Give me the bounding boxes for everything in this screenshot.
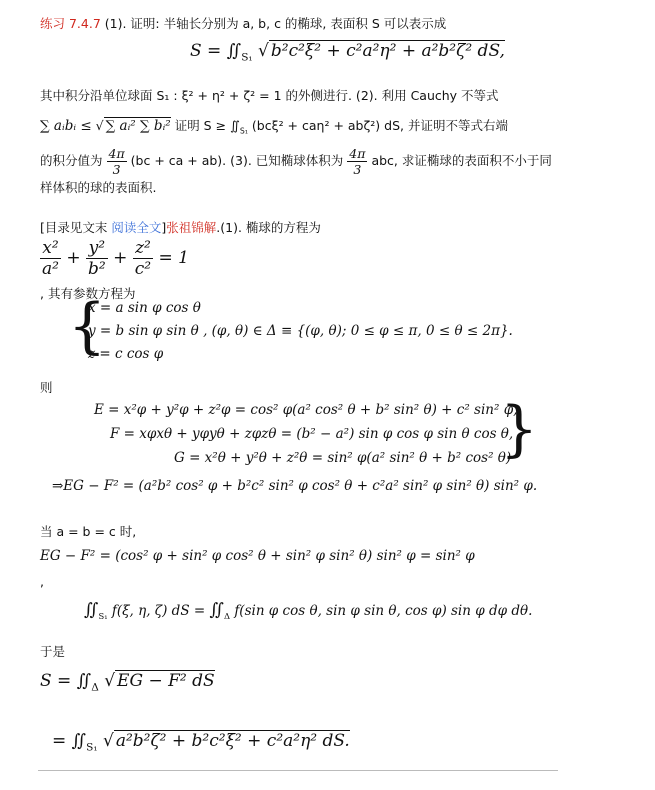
fraction-4pi-3-volume <box>347 146 367 177</box>
read-full-link[interactable]: 阅读全文 <box>111 220 162 235</box>
sub-s1: S₁ <box>98 610 108 621</box>
eq-EG: ⇒EG − F² = (a²b² cos² φ + b²c² sin² φ cos² θ + c²a² sin² φ sin² θ) sin² φ. <box>52 478 538 494</box>
eq-F: F = xφxθ + yφyθ + zφzθ = (b² − a²) sin φ cos φ sin θ cos θ, <box>110 426 514 442</box>
eq-change-left: f(ξ, η, ζ) dS = <box>111 603 206 619</box>
line-cauchy: ∑ aᵢbᵢ ≤ √ ∑ aᵢ² ∑ bᵢ² 证明 $S \ge ∬_{S_1}$ (bcξ² + caη² + abζ²) dS, 并证明不等式右端 <box>40 118 508 136</box>
eq-change-of-variables: $∬_{S_1}$ f(ξ, η, ζ) dS = $∬_\Delta$ f(sin φ cos θ, sin φ sin θ, cos φ) sin φ dφ dθ. <box>84 600 533 621</box>
eq-change-right: f(sin φ cos θ, sin φ sin θ, cos φ) sin φ dφ dθ. <box>234 603 533 619</box>
formula1-lhs: S = ∬ <box>190 41 242 61</box>
eq-E: E = x²φ + y²φ + z²φ = cos² φ(a² cos² θ + b² sin² θ) + c² sin² φ, <box>94 402 518 418</box>
eq-sphere: EG − F² = (cos² φ + sin² φ cos² θ + sin² φ sin² θ) sin² φ = sin² φ <box>40 548 475 564</box>
author-name: 张祖锦解 <box>166 220 217 235</box>
formula-surface-area: $S = ∬_{S_1}$ √ b²c²ξ² + c²a²η² + a²b²ζ² dS, <box>190 41 505 64</box>
frac-z2-c2: $\frac{\text{z²}}{\text{c²}}$ <box>134 238 152 279</box>
frac-den: 3 <box>112 162 121 177</box>
eq-s-left: S = ∬ <box>40 671 92 691</box>
frac-den-2: 3 <box>353 162 362 177</box>
eq-final-left: = ∬ <box>52 731 87 751</box>
part1-intro: (1). 证明: 半轴长分别为 a, b, c 的椭球, 表面积 S 可以表示成 <box>104 16 447 31</box>
eq-final-radicand: a²b²ζ² + b²c²ξ² + c²a²η² dS. <box>115 731 350 751</box>
eq-S: $S = ∬_\Delta$ √ EG − F² dS <box>40 671 215 694</box>
eq-G: G = x²θ + y²θ + z²θ = sin² φ(a² sin² θ + b² cos² θ) <box>174 450 512 466</box>
sub-delta: Δ <box>223 610 231 621</box>
eq-s-sub: Δ <box>91 681 99 694</box>
param-z: z = c cos φ <box>88 346 164 362</box>
solution-header <box>40 218 321 236</box>
exercise-label: 练习 7.4.7 <box>40 16 101 31</box>
eq-final-sub: S₁ <box>86 741 98 754</box>
toc-suffix: ] <box>161 220 167 235</box>
line-sphere-area: 样体积的球的表面积. <box>40 180 157 195</box>
when-equal: 当 a = b = c 时, <box>40 524 137 539</box>
param-intro: , 其有参数方程为 <box>40 286 136 301</box>
left-brace: { <box>68 291 107 361</box>
then-label: 则 <box>40 380 53 395</box>
fraction-4pi-3 <box>107 146 127 177</box>
line-unit-sphere: 其中积分沿单位球面 S₁ : ξ² + η² + ζ² = 1 的外侧进行. (2). 利用 Cauchy 不等式 <box>40 88 499 103</box>
eq-final: = $∬_{S_1}$ √ a²b²ζ² + b²c²ξ² + c²a²η² dS. <box>52 731 350 754</box>
line-integral-value <box>40 146 552 177</box>
param-x: x = a sin φ cos θ <box>88 300 201 316</box>
cauchy-mid: 证明 S ≥ ∬ <box>174 118 240 133</box>
formula1-radicand: b²c²ξ² + c²a²η² + a²b²ζ² dS, <box>270 41 505 61</box>
frac-num-2: 4π <box>349 146 366 161</box>
formula1-sub: S₁ <box>241 51 253 64</box>
solution-intro: .(1). 椭球的方程为 <box>216 220 321 235</box>
toc-prefix: [目录见文末 <box>40 220 112 235</box>
cauchy-int-sub: S₁ <box>239 126 248 136</box>
param-y: y = b sin φ sin θ , (φ, θ) ∈ Δ ≡ {(φ, θ); 0 ≤ φ ≤ π, 0 ≤ θ ≤ 2π}. <box>88 323 513 339</box>
cauchy-radicand: ∑ aᵢ² ∑ bᵢ² <box>105 118 171 134</box>
line3-mid: (bc + ca + ab). (3). 已知椭球体积为 <box>130 153 344 168</box>
line3-left: 的积分值为 <box>40 153 103 168</box>
frac-x2-a2: $\frac{\text{x²}}{\text{a²}}$ <box>42 238 59 279</box>
eq-s-radicand: EG − F² dS <box>117 671 215 691</box>
cauchy-right: (bcξ² + caη² + abζ²) dS, 并证明不等式右端 <box>251 118 508 133</box>
so-label: 于是 <box>40 644 66 659</box>
frac-num: 4π <box>108 146 125 161</box>
ellipsoid-rhs: = 1 <box>158 248 189 268</box>
cauchy-left: ∑ aᵢbᵢ ≤ <box>40 118 92 134</box>
line3-right: abc, 求证椭球的表面积不小于同 <box>371 153 552 168</box>
bottom-divider <box>38 770 558 771</box>
exercise-header <box>40 14 446 32</box>
ellipsoid-equation: $\frac{\text{x²}}{\text{a²}}$ + $\frac{\text{y²}}{\text{b²}}$ + $\frac{\text{z²}}{\text{c²}}$ = 1 <box>42 238 189 279</box>
right-brace: } <box>500 394 539 464</box>
comma-line: , <box>40 574 44 589</box>
frac-y2-b2: $\frac{\text{y²}}{\text{b²}}$ <box>88 238 106 279</box>
